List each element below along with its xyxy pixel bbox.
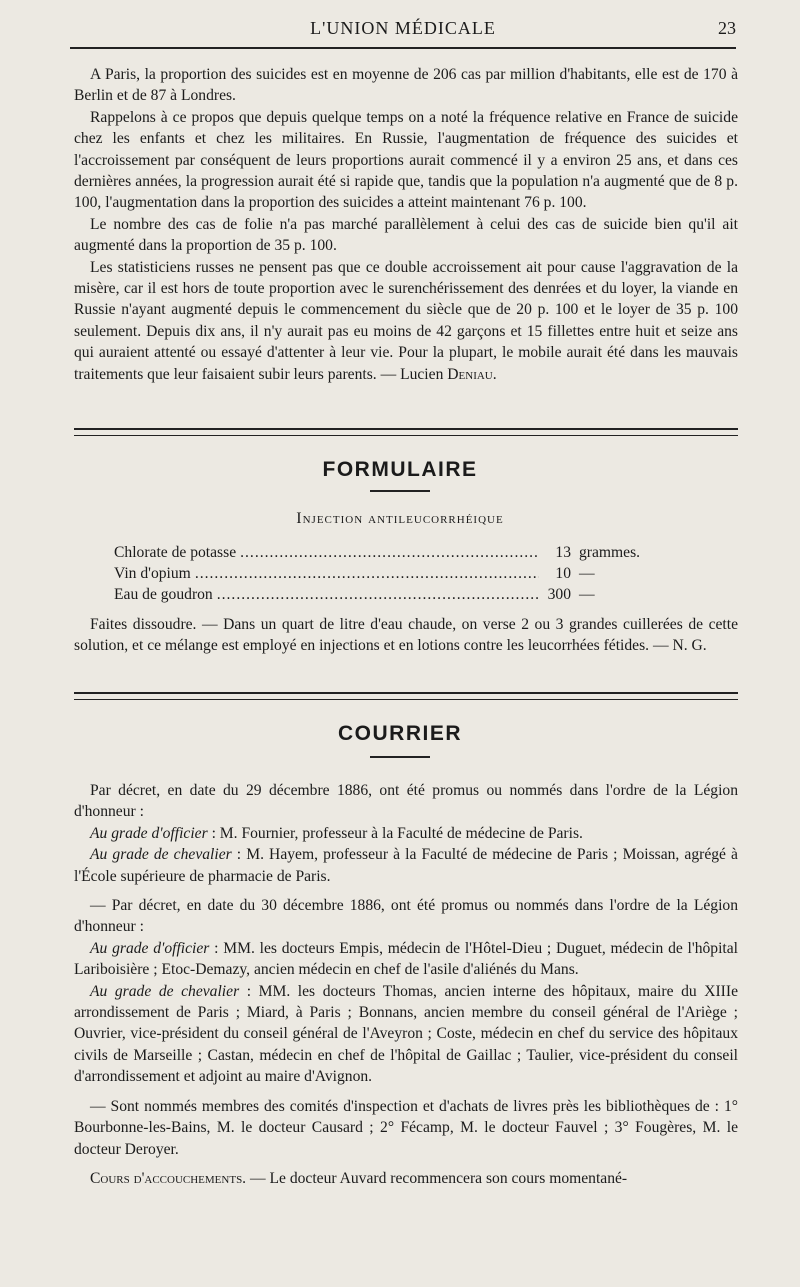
course-text: — Le docteur Auvard recommencera son cours momentané- [246, 1169, 628, 1187]
ingredient-row [114, 563, 689, 584]
grade-text: : MM. les docteurs Thomas, ancien interne des hôpitaux, maire du XIIIe arrondissement de Paris ; Miard, à Paris ; Bonnans, ancien membre du conseil général de l'Ariège ; Ouvrier, vice-président du conseil général de l'Aveyron ; Coste, médecin en chef du service des hôpitaux civils de Marseille ; Castan, médecin en chef de l'hôpital de Gaillac ; Taulier, vice-président du conseil d'arrondissement et adjoint au maire d'Avignon. [74, 982, 738, 1086]
grade-label: Au grade d'officier [90, 939, 210, 957]
courrier-paragraph-1: Par décret, en date du 29 décembre 1886, ont été promus ou nommés dans l'ordre de la Légion d'honneur : [74, 782, 738, 821]
formulaire-instructions-block [74, 614, 738, 657]
ingredient-quantity: 10 [555, 565, 571, 582]
ingredient-unit: — [579, 565, 595, 582]
ingredient-name: Eau de goudron [114, 586, 213, 603]
article-author: Deniau. [447, 365, 497, 383]
header-rule [70, 47, 736, 49]
leader-dots [240, 542, 539, 563]
page-number: 23 [718, 18, 736, 38]
ingredient-name: Vin d'opium [114, 565, 191, 582]
formulaire-title-rule [370, 490, 430, 492]
intro-paragraph-2: Rappelons à ce propos que depuis quelque temps on a noté la fréquence relative en France de suicide chez les enfants et chez les militaires. En Russie, l'augmentation de fréquence des suicides et l'accroissement par conséquent de leurs proportions aurait commencé il y a environ 25 ans, et dans ces dernières années, la progression aurait été si rapide que, tandis que la population n'a augmenté que de 8 p. 100, l'augmentation dans la proportion des suicides a atteint maintenant 76 p. 100. [74, 108, 738, 212]
grade-text: : MM. les docteurs Empis, médecin de l'Hôtel-Dieu ; Duguet, médecin de l'hôpital Lariboisière ; Etoc-Demazy, ancien médecin en chef de l'asile d'aliénés du Mans. [74, 939, 739, 979]
leader-dots [195, 563, 539, 584]
intro-paragraph-4 [74, 257, 738, 385]
ingredient-quantity: 13 [555, 544, 571, 561]
grade-label: Au grade de chevalier [90, 846, 232, 864]
section-divider [74, 428, 738, 436]
formulaire-instructions: Faites dissoudre. — Dans un quart de litre d'eau chaude, on verse 2 ou 3 grandes cuillerées de cette solution, et ce mélange est employé en injections et en lotions contre les leucorrhées fétides. — N. G. [74, 616, 738, 655]
ingredient-quantity: 300 [547, 586, 571, 603]
grade-text: : M. Fournier, professeur à la Faculté de médecine de Paris. [207, 824, 583, 842]
ingredient-list [114, 542, 689, 605]
ingredient-row [114, 584, 689, 605]
intro-paragraph-3: Le nombre des cas de folie n'a pas marché parallèlement à celui des cas de suicide bien qu'il ait augmenté dans la proportion de 35 p. 100. [74, 215, 738, 255]
courrier-paragraph-2 [74, 823, 738, 844]
course-heading: Cours d'accouchements. [90, 1169, 247, 1187]
courrier-paragraph-3 [74, 844, 738, 887]
ingredient-unit: grammes. [579, 544, 641, 561]
intro-paragraph-4-text: Les statisticiens russes ne pensent pas que ce double accroissement ait pour cause l'aggravation de la misère, car il est hors de toute proportion avec le surenchérissement des denrées et du loyer, la viande en Russie n'ayant augmenté depuis le commencement du siècle que de 20 p. 100 et le loyer de 35 p. 100 seulement. Depuis dix ans, il n'y aurait pas eu moins de 42 garçons et 15 fillettes entre huit et seize ans qui auraient attenté ou essayé d'attenter à leur vie. Pour la plupart, le mobile aurait été dans les mauvais traitements que leur faisaient subir leurs parents. — Lucien [74, 258, 738, 383]
ingredient-row [114, 542, 689, 563]
courrier-paragraph-6 [74, 981, 738, 1088]
grade-label: Au grade d'officier [90, 824, 208, 842]
formulaire-subtitle: Injection antileucorrhéique [296, 510, 504, 527]
courrier-paragraph-5 [74, 938, 738, 981]
ingredient-name: Chlorate de potasse [114, 544, 237, 561]
formulaire-title: FORMULAIRE [322, 458, 478, 481]
section-divider [74, 692, 738, 700]
courrier-title-rule [370, 756, 430, 758]
grade-text: : M. Hayem, professeur à la Faculté de médecine de Paris ; Moissan, agrégé à l'École supérieure de pharmacie de Paris. [74, 846, 738, 885]
intro-paragraph-1: A Paris, la proportion des suicides est en moyenne de 206 cas par million d'habitants, elle est de 170 à Berlin et de 87 à Londres. [74, 66, 738, 105]
courrier-paragraph-4: — Par décret, en date du 30 décembre 1886, ont été promus ou nommés dans l'ordre de la Légion d'honneur : [74, 897, 738, 936]
courrier-title: COURRIER [337, 722, 462, 745]
courrier-paragraph-7: — Sont nommés membres des comités d'inspection et d'achats de livres près les bibliothèques de : 1° Bourbonne-les-Bains, M. le docteur Causard ; 2° Fécamp, M. le docteur Fauvel ; 3° Fougères, M. le docteur Deroyer. [74, 1097, 738, 1158]
page-header [70, 14, 736, 42]
running-title: L'UNION MÉDICALE [310, 18, 496, 38]
courrier-paragraph-8 [74, 1168, 738, 1189]
intro-section [74, 64, 738, 385]
grade-label: Au grade de chevalier [90, 982, 240, 1000]
leader-dots [217, 584, 539, 605]
courrier-section [74, 780, 738, 1189]
ingredient-unit: — [579, 586, 595, 603]
